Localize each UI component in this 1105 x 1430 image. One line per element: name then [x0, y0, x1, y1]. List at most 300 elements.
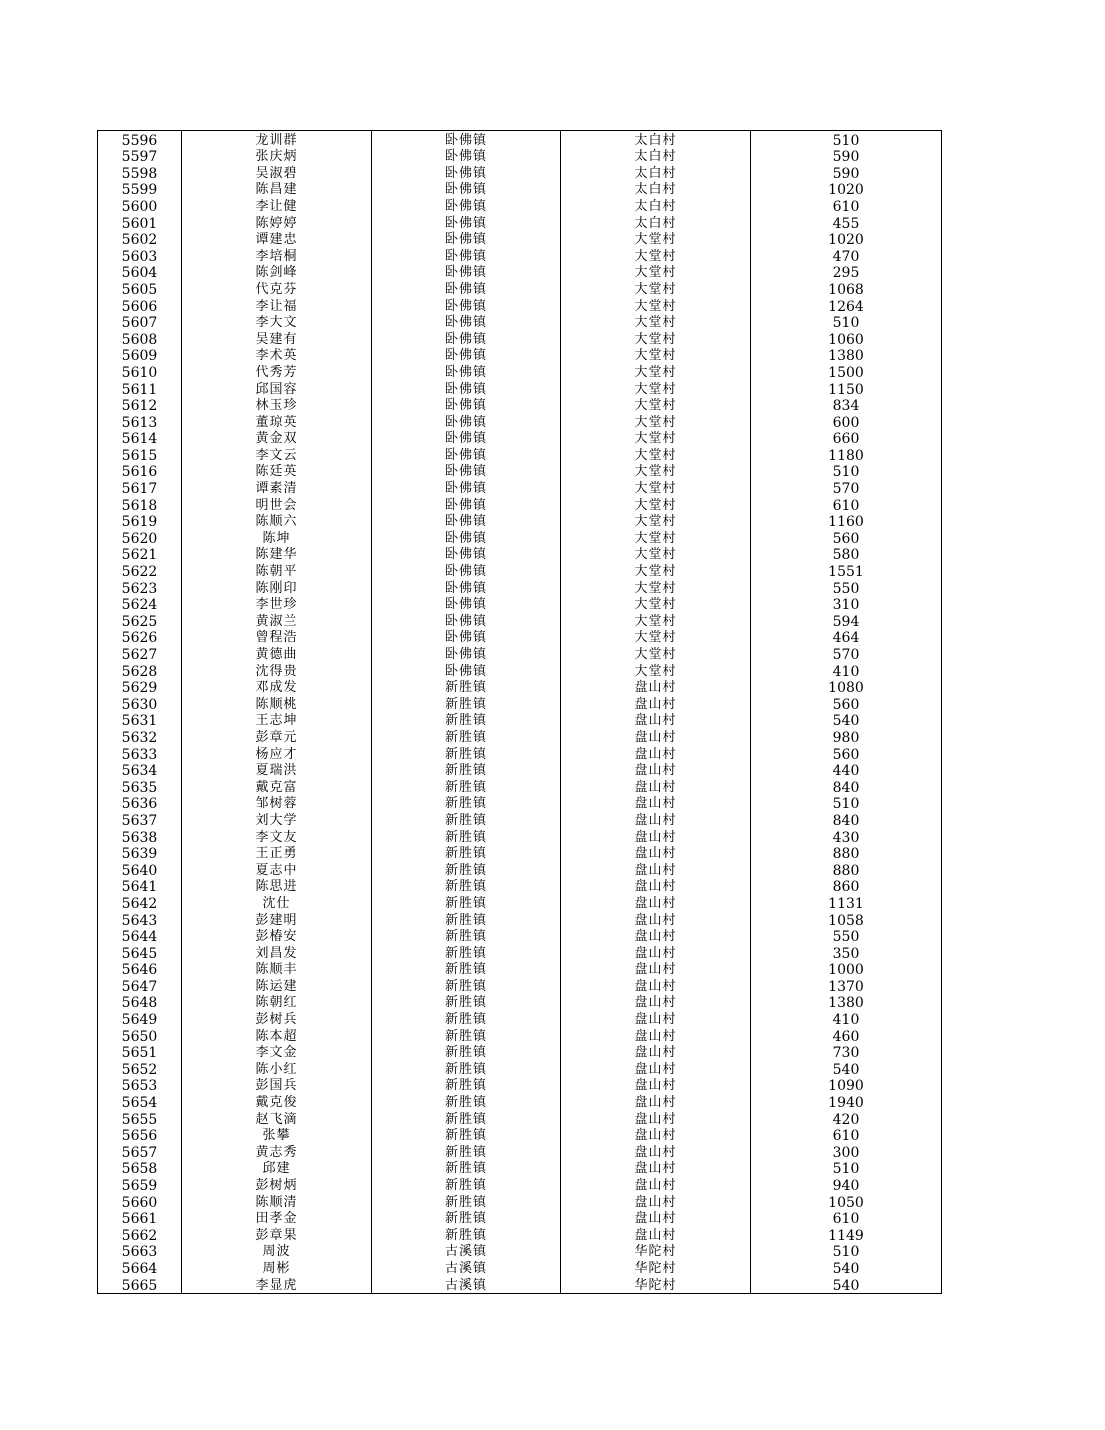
cell-name: 李显虎 — [182, 1276, 372, 1293]
cell-village: 大堂村 — [561, 231, 751, 248]
cell-town: 卧佛镇 — [372, 645, 561, 662]
cell-name: 沈仕 — [182, 894, 372, 911]
table-row — [98, 1027, 942, 1044]
cell-town: 卧佛镇 — [372, 596, 561, 613]
cell-village: 大堂村 — [561, 397, 751, 414]
cell-name: 明世会 — [182, 496, 372, 513]
cell-amount: 610 — [751, 1127, 942, 1144]
cell-name: 龙训群 — [182, 131, 372, 148]
cell-town: 新胜镇 — [372, 861, 561, 878]
cell-name: 陈廷英 — [182, 463, 372, 480]
cell-village: 太白村 — [561, 214, 751, 231]
cell-amount: 1068 — [751, 280, 942, 297]
cell-name: 曾程浩 — [182, 629, 372, 646]
cell-town: 新胜镇 — [372, 679, 561, 696]
cell-village: 太白村 — [561, 148, 751, 165]
cell-seq-number: 5608 — [98, 330, 182, 347]
cell-amount: 1264 — [751, 297, 942, 314]
cell-seq-number: 5665 — [98, 1276, 182, 1293]
cell-amount: 1380 — [751, 994, 942, 1011]
cell-village: 大堂村 — [561, 463, 751, 480]
cell-name: 王志坤 — [182, 712, 372, 729]
cell-town: 古溪镇 — [372, 1276, 561, 1293]
cell-seq-number: 5624 — [98, 596, 182, 613]
cell-village: 盘山村 — [561, 679, 751, 696]
cell-village: 大堂村 — [561, 579, 751, 596]
cell-town: 新胜镇 — [372, 762, 561, 779]
cell-amount: 1020 — [751, 181, 942, 198]
cell-town: 新胜镇 — [372, 778, 561, 795]
table-row — [98, 795, 942, 812]
table-row — [98, 214, 942, 231]
cell-village: 盘山村 — [561, 994, 751, 1011]
table-row — [98, 778, 942, 795]
cell-name: 戴克俊 — [182, 1093, 372, 1110]
cell-village: 盘山村 — [561, 712, 751, 729]
cell-name: 陈朝红 — [182, 994, 372, 1011]
cell-village: 大堂村 — [561, 645, 751, 662]
cell-amount: 1090 — [751, 1077, 942, 1094]
cell-amount: 590 — [751, 148, 942, 165]
cell-seq-number: 5642 — [98, 894, 182, 911]
table-row — [98, 811, 942, 828]
cell-village: 大堂村 — [561, 430, 751, 447]
cell-amount: 840 — [751, 811, 942, 828]
cell-name: 陈顺桃 — [182, 695, 372, 712]
cell-name: 王正勇 — [182, 845, 372, 862]
table-row — [98, 363, 942, 380]
cell-name: 吴建有 — [182, 330, 372, 347]
cell-village: 盘山村 — [561, 1176, 751, 1193]
cell-amount: 540 — [751, 1276, 942, 1293]
table-row — [98, 944, 942, 961]
table-row — [98, 513, 942, 530]
cell-town: 新胜镇 — [372, 911, 561, 928]
cell-seq-number: 5640 — [98, 861, 182, 878]
cell-amount: 510 — [751, 795, 942, 812]
cell-seq-number: 5627 — [98, 645, 182, 662]
cell-amount: 880 — [751, 845, 942, 862]
cell-seq-number: 5638 — [98, 828, 182, 845]
cell-village: 盘山村 — [561, 1226, 751, 1243]
cell-amount: 1080 — [751, 679, 942, 696]
cell-amount: 940 — [751, 1176, 942, 1193]
cell-seq-number: 5645 — [98, 944, 182, 961]
table-row — [98, 496, 942, 513]
cell-town: 卧佛镇 — [372, 131, 561, 148]
table-row — [98, 280, 942, 297]
table-row — [98, 1226, 942, 1243]
cell-name: 刘大学 — [182, 811, 372, 828]
cell-village: 大堂村 — [561, 330, 751, 347]
cell-village: 太白村 — [561, 131, 751, 148]
cell-village: 太白村 — [561, 181, 751, 198]
cell-amount: 580 — [751, 546, 942, 563]
cell-amount: 510 — [751, 1160, 942, 1177]
cell-village: 大堂村 — [561, 529, 751, 546]
cell-seq-number: 5607 — [98, 314, 182, 331]
cell-village: 盘山村 — [561, 1027, 751, 1044]
table-row — [98, 1110, 942, 1127]
cell-village: 大堂村 — [561, 513, 751, 530]
table-row — [98, 164, 942, 181]
cell-amount: 1050 — [751, 1193, 942, 1210]
cell-name: 吴淑碧 — [182, 164, 372, 181]
table-row — [98, 247, 942, 264]
cell-village: 大堂村 — [561, 562, 751, 579]
cell-name: 林玉珍 — [182, 397, 372, 414]
cell-village: 盘山村 — [561, 1044, 751, 1061]
cell-seq-number: 5599 — [98, 181, 182, 198]
cell-town: 新胜镇 — [372, 845, 561, 862]
cell-village: 大堂村 — [561, 314, 751, 331]
table-row — [98, 994, 942, 1011]
cell-town: 卧佛镇 — [372, 529, 561, 546]
cell-amount: 510 — [751, 1243, 942, 1260]
cell-amount: 610 — [751, 1210, 942, 1227]
table-row — [98, 828, 942, 845]
cell-town: 新胜镇 — [372, 977, 561, 994]
cell-seq-number: 5651 — [98, 1044, 182, 1061]
cell-village: 大堂村 — [561, 662, 751, 679]
cell-name: 李文云 — [182, 446, 372, 463]
cell-village: 盘山村 — [561, 811, 751, 828]
cell-town: 卧佛镇 — [372, 579, 561, 596]
table-row — [98, 1160, 942, 1177]
cell-town: 卧佛镇 — [372, 513, 561, 530]
cell-village: 华陀村 — [561, 1276, 751, 1293]
cell-seq-number: 5654 — [98, 1093, 182, 1110]
cell-seq-number: 5597 — [98, 148, 182, 165]
cell-seq-number: 5637 — [98, 811, 182, 828]
cell-town: 卧佛镇 — [372, 164, 561, 181]
cell-village: 盘山村 — [561, 1110, 751, 1127]
cell-seq-number: 5598 — [98, 164, 182, 181]
cell-name: 杨应才 — [182, 745, 372, 762]
cell-town: 卧佛镇 — [372, 446, 561, 463]
cell-amount: 1160 — [751, 513, 942, 530]
cell-name: 陈坤 — [182, 529, 372, 546]
cell-amount: 1000 — [751, 961, 942, 978]
cell-town: 新胜镇 — [372, 944, 561, 961]
cell-amount: 350 — [751, 944, 942, 961]
cell-amount: 510 — [751, 314, 942, 331]
cell-amount: 610 — [751, 496, 942, 513]
table-row — [98, 629, 942, 646]
table-row — [98, 314, 942, 331]
cell-name: 戴克富 — [182, 778, 372, 795]
cell-village: 盘山村 — [561, 878, 751, 895]
cell-seq-number: 5635 — [98, 778, 182, 795]
cell-village: 盘山村 — [561, 1160, 751, 1177]
cell-town: 卧佛镇 — [372, 430, 561, 447]
cell-name: 陈顺六 — [182, 513, 372, 530]
cell-seq-number: 5601 — [98, 214, 182, 231]
cell-amount: 540 — [751, 1259, 942, 1276]
cell-amount: 550 — [751, 928, 942, 945]
cell-town: 古溪镇 — [372, 1259, 561, 1276]
cell-seq-number: 5603 — [98, 247, 182, 264]
cell-town: 新胜镇 — [372, 878, 561, 895]
cell-village: 大堂村 — [561, 446, 751, 463]
cell-village: 盘山村 — [561, 795, 751, 812]
cell-village: 大堂村 — [561, 380, 751, 397]
cell-name: 陈小红 — [182, 1060, 372, 1077]
table-row — [98, 1210, 942, 1227]
cell-name: 邹树蓉 — [182, 795, 372, 812]
cell-seq-number: 5664 — [98, 1259, 182, 1276]
cell-village: 大堂村 — [561, 629, 751, 646]
cell-name: 董琼英 — [182, 413, 372, 430]
cell-amount: 540 — [751, 712, 942, 729]
table-row — [98, 928, 942, 945]
cell-name: 陈顺清 — [182, 1193, 372, 1210]
cell-seq-number: 5656 — [98, 1127, 182, 1144]
cell-town: 卧佛镇 — [372, 479, 561, 496]
cell-town: 卧佛镇 — [372, 380, 561, 397]
cell-town: 卧佛镇 — [372, 463, 561, 480]
cell-town: 卧佛镇 — [372, 496, 561, 513]
table-row — [98, 961, 942, 978]
table-row — [98, 562, 942, 579]
cell-amount: 1180 — [751, 446, 942, 463]
cell-amount: 470 — [751, 247, 942, 264]
cell-seq-number: 5634 — [98, 762, 182, 779]
cell-village: 大堂村 — [561, 612, 751, 629]
cell-seq-number: 5611 — [98, 380, 182, 397]
cell-amount: 980 — [751, 728, 942, 745]
cell-seq-number: 5639 — [98, 845, 182, 862]
table-row — [98, 579, 942, 596]
cell-seq-number: 5647 — [98, 977, 182, 994]
cell-seq-number: 5628 — [98, 662, 182, 679]
cell-town: 新胜镇 — [372, 1044, 561, 1061]
table-row — [98, 131, 942, 148]
cell-town: 新胜镇 — [372, 811, 561, 828]
cell-seq-number: 5646 — [98, 961, 182, 978]
cell-seq-number: 5602 — [98, 231, 182, 248]
cell-amount: 420 — [751, 1110, 942, 1127]
cell-amount: 1131 — [751, 894, 942, 911]
cell-village: 华陀村 — [561, 1243, 751, 1260]
cell-seq-number: 5610 — [98, 363, 182, 380]
cell-seq-number: 5606 — [98, 297, 182, 314]
table-row — [98, 181, 942, 198]
table-row — [98, 1143, 942, 1160]
cell-amount: 1150 — [751, 380, 942, 397]
table-row — [98, 745, 942, 762]
cell-town: 卧佛镇 — [372, 397, 561, 414]
cell-town: 卧佛镇 — [372, 314, 561, 331]
cell-town: 新胜镇 — [372, 894, 561, 911]
table-row — [98, 894, 942, 911]
cell-amount: 430 — [751, 828, 942, 845]
table-row — [98, 977, 942, 994]
cell-village: 大堂村 — [561, 546, 751, 563]
table-row — [98, 463, 942, 480]
cell-village: 大堂村 — [561, 596, 751, 613]
cell-town: 新胜镇 — [372, 1010, 561, 1027]
cell-village: 大堂村 — [561, 264, 751, 281]
cell-amount: 1149 — [751, 1226, 942, 1243]
cell-name: 彭章元 — [182, 728, 372, 745]
cell-amount: 460 — [751, 1027, 942, 1044]
table-row — [98, 1176, 942, 1193]
cell-seq-number: 5621 — [98, 546, 182, 563]
cell-amount: 510 — [751, 463, 942, 480]
cell-amount: 1020 — [751, 231, 942, 248]
table-row — [98, 861, 942, 878]
cell-town: 卧佛镇 — [372, 330, 561, 347]
table-row — [98, 231, 942, 248]
cell-seq-number: 5622 — [98, 562, 182, 579]
cell-village: 盘山村 — [561, 762, 751, 779]
cell-name: 陈婷婷 — [182, 214, 372, 231]
cell-town: 新胜镇 — [372, 1110, 561, 1127]
cell-amount: 590 — [751, 164, 942, 181]
cell-amount: 1060 — [751, 330, 942, 347]
table-row — [98, 1010, 942, 1027]
cell-town: 卧佛镇 — [372, 197, 561, 214]
table-row — [98, 762, 942, 779]
cell-name: 沈得贵 — [182, 662, 372, 679]
cell-town: 卧佛镇 — [372, 231, 561, 248]
table-row — [98, 1077, 942, 1094]
cell-seq-number: 5617 — [98, 479, 182, 496]
cell-amount: 540 — [751, 1060, 942, 1077]
table-row — [98, 430, 942, 447]
cell-seq-number: 5600 — [98, 197, 182, 214]
cell-amount: 880 — [751, 861, 942, 878]
cell-name: 陈刚印 — [182, 579, 372, 596]
cell-amount: 840 — [751, 778, 942, 795]
cell-name: 陈建华 — [182, 546, 372, 563]
table-row — [98, 596, 942, 613]
cell-town: 卧佛镇 — [372, 562, 561, 579]
cell-name: 李文友 — [182, 828, 372, 845]
cell-seq-number: 5629 — [98, 679, 182, 696]
cell-name: 赵飞滴 — [182, 1110, 372, 1127]
cell-name: 夏志中 — [182, 861, 372, 878]
cell-seq-number: 5609 — [98, 347, 182, 364]
cell-village: 大堂村 — [561, 363, 751, 380]
table-row — [98, 197, 942, 214]
cell-amount: 600 — [751, 413, 942, 430]
cell-town: 新胜镇 — [372, 1210, 561, 1227]
cell-town: 卧佛镇 — [372, 347, 561, 364]
cell-seq-number: 5653 — [98, 1077, 182, 1094]
cell-name: 黄德曲 — [182, 645, 372, 662]
table-row — [98, 645, 942, 662]
cell-amount: 1551 — [751, 562, 942, 579]
cell-village: 大堂村 — [561, 496, 751, 513]
cell-seq-number: 5650 — [98, 1027, 182, 1044]
cell-village: 盘山村 — [561, 894, 751, 911]
cell-village: 盘山村 — [561, 728, 751, 745]
cell-seq-number: 5659 — [98, 1176, 182, 1193]
cell-name: 彭国兵 — [182, 1077, 372, 1094]
cell-name: 彭树兵 — [182, 1010, 372, 1027]
cell-village: 盘山村 — [561, 778, 751, 795]
cell-seq-number: 5661 — [98, 1210, 182, 1227]
cell-amount: 594 — [751, 612, 942, 629]
cell-seq-number: 5619 — [98, 513, 182, 530]
cell-name: 谭建忠 — [182, 231, 372, 248]
cell-name: 张庆炳 — [182, 148, 372, 165]
cell-seq-number: 5644 — [98, 928, 182, 945]
cell-name: 代秀芳 — [182, 363, 372, 380]
cell-name: 陈本超 — [182, 1027, 372, 1044]
table-row — [98, 264, 942, 281]
cell-village: 盘山村 — [561, 1093, 751, 1110]
cell-town: 新胜镇 — [372, 928, 561, 945]
cell-town: 卧佛镇 — [372, 247, 561, 264]
cell-village: 太白村 — [561, 197, 751, 214]
cell-town: 卧佛镇 — [372, 264, 561, 281]
cell-name: 彭树炳 — [182, 1176, 372, 1193]
cell-town: 新胜镇 — [372, 1143, 561, 1160]
cell-village: 盘山村 — [561, 1143, 751, 1160]
cell-amount: 834 — [751, 397, 942, 414]
cell-seq-number: 5614 — [98, 430, 182, 447]
cell-village: 大堂村 — [561, 280, 751, 297]
cell-town: 古溪镇 — [372, 1243, 561, 1260]
cell-town: 卧佛镇 — [372, 297, 561, 314]
cell-town: 新胜镇 — [372, 1060, 561, 1077]
cell-village: 盘山村 — [561, 977, 751, 994]
table-row — [98, 1243, 942, 1260]
cell-name: 陈顺丰 — [182, 961, 372, 978]
table-row — [98, 662, 942, 679]
cell-seq-number: 5616 — [98, 463, 182, 480]
cell-amount: 455 — [751, 214, 942, 231]
table-row — [98, 529, 942, 546]
cell-village: 盘山村 — [561, 928, 751, 945]
cell-village: 盘山村 — [561, 828, 751, 845]
cell-name: 彭椿安 — [182, 928, 372, 945]
cell-name: 李培桐 — [182, 247, 372, 264]
table-row — [98, 413, 942, 430]
table-body — [98, 131, 942, 1294]
cell-name: 张攀 — [182, 1127, 372, 1144]
table-row — [98, 380, 942, 397]
table-row — [98, 612, 942, 629]
cell-town: 新胜镇 — [372, 1160, 561, 1177]
cell-name: 黄金双 — [182, 430, 372, 447]
cell-town: 新胜镇 — [372, 1027, 561, 1044]
cell-village: 盘山村 — [561, 1060, 751, 1077]
cell-seq-number: 5655 — [98, 1110, 182, 1127]
cell-town: 新胜镇 — [372, 1193, 561, 1210]
cell-name: 黄淑兰 — [182, 612, 372, 629]
cell-name: 田孝金 — [182, 1210, 372, 1227]
table-row — [98, 446, 942, 463]
cell-name: 邱建 — [182, 1160, 372, 1177]
cell-seq-number: 5641 — [98, 878, 182, 895]
cell-seq-number: 5660 — [98, 1193, 182, 1210]
cell-amount: 310 — [751, 596, 942, 613]
cell-name: 黄志秀 — [182, 1143, 372, 1160]
cell-town: 新胜镇 — [372, 1176, 561, 1193]
cell-amount: 570 — [751, 479, 942, 496]
cell-name: 彭章果 — [182, 1226, 372, 1243]
table-row — [98, 1093, 942, 1110]
cell-amount: 300 — [751, 1143, 942, 1160]
cell-seq-number: 5605 — [98, 280, 182, 297]
cell-seq-number: 5663 — [98, 1243, 182, 1260]
cell-village: 盘山村 — [561, 745, 751, 762]
cell-town: 卧佛镇 — [372, 280, 561, 297]
